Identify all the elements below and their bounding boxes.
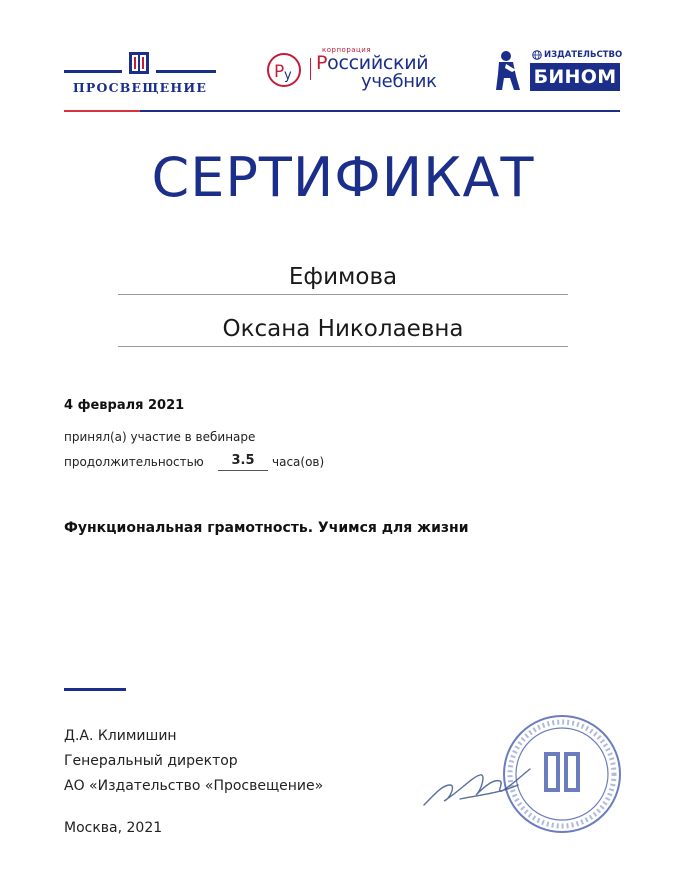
recipient-given-names: Оксана Николаевна bbox=[118, 316, 568, 347]
logo-bar-left bbox=[64, 70, 122, 73]
prosveshchenie-logo bbox=[64, 48, 216, 98]
event-date: 4 февраля 2021 bbox=[64, 398, 185, 413]
certificate-title: СЕРТИФИКАТ bbox=[151, 146, 535, 209]
binom-logo bbox=[494, 48, 623, 94]
ru-word1-rest: оссийский bbox=[327, 52, 429, 74]
rossiyskiy-uchebnik-logo bbox=[266, 46, 456, 94]
participation-text: принял(а) участие в вебинаре bbox=[64, 430, 256, 444]
ru-circle-icon bbox=[266, 52, 302, 88]
prosveshchenie-wordmark: ПРОСВЕЩЕНИЕ bbox=[72, 80, 208, 95]
signatory-name: Д.А. Климишин bbox=[64, 728, 177, 744]
ru-corporation-label: корпорация bbox=[322, 46, 372, 54]
logo-bar-right bbox=[156, 70, 216, 73]
binom-publisher-label: ИЗДАТЕЛЬСТВО bbox=[544, 50, 623, 60]
ru-separator bbox=[310, 58, 311, 80]
binom-thinker-icon bbox=[494, 50, 522, 92]
binom-wordmark: БИНОМ bbox=[530, 63, 620, 91]
header-divider bbox=[64, 110, 620, 112]
recipient-surname: Ефимова bbox=[118, 264, 568, 295]
duration-unit: часа(ов) bbox=[272, 455, 325, 469]
ru-red-letter: Р bbox=[316, 52, 328, 74]
ru-word-uchebnik: учебник bbox=[361, 71, 437, 92]
globe-icon bbox=[532, 50, 542, 60]
company-seal-icon bbox=[500, 712, 624, 836]
duration-value: 3.5 bbox=[218, 453, 268, 471]
duration-label: продолжительностью bbox=[64, 455, 204, 469]
signature-accent-rule bbox=[64, 688, 126, 691]
certificate-header bbox=[64, 44, 623, 114]
prosveshchenie-emblem-icon bbox=[126, 50, 152, 76]
svg-text:у: у bbox=[284, 68, 292, 83]
header-divider-accent bbox=[64, 110, 140, 112]
city-year: Москва, 2021 bbox=[64, 820, 163, 836]
signatory-role: Генеральный директор bbox=[64, 753, 238, 769]
signatory-organization: АО «Издательство «Просвещение» bbox=[64, 778, 324, 794]
svg-text:Р: Р bbox=[274, 62, 285, 82]
webinar-title: Функциональная грамотность. Учимся для жизни bbox=[64, 520, 469, 536]
